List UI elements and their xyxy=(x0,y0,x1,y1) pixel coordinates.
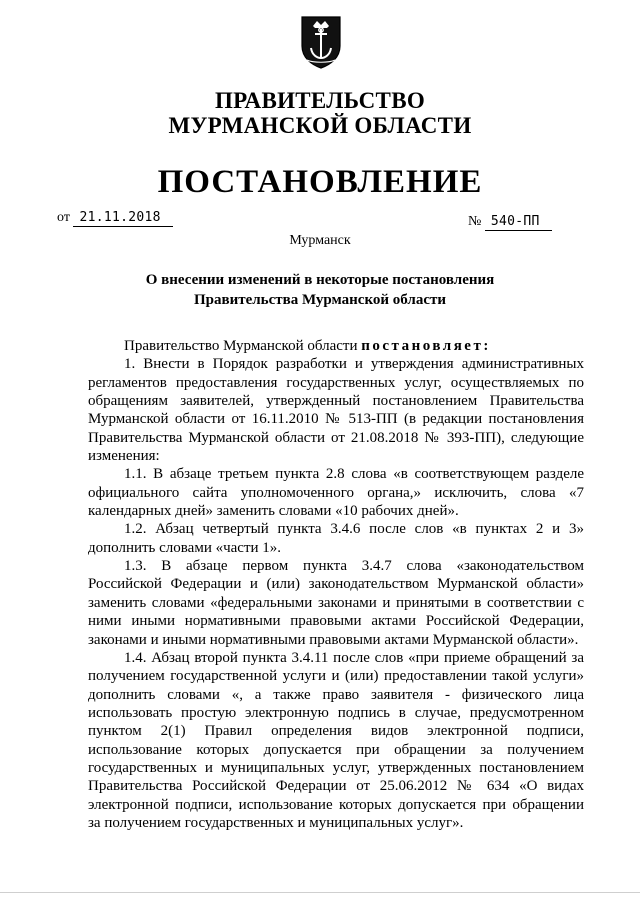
document-type-heading: ПОСТАНОВЛЕНИЕ xyxy=(157,164,483,200)
date-field xyxy=(57,210,173,227)
number-value: 540-ПП xyxy=(490,214,540,229)
city-name: Мурманск xyxy=(289,233,351,248)
number-prefix: № xyxy=(468,214,482,229)
date-value: 21.11.2018 xyxy=(79,210,161,225)
number-field xyxy=(468,214,552,231)
paragraph-1-3: 1.3. В абзаце первом пункта 3.4.7 слова «законодательством Российской Федерации и (или) законодательством Мурманской области» заменить словами «федеральными законами и принятыми в соответствии с ними иными нормативными правовыми актами Российской Федерации, законами и иными нормативными правовыми актами Мурманской области». xyxy=(88,558,584,648)
date-underline xyxy=(73,210,172,227)
document-body xyxy=(88,337,584,832)
paragraph-1-1: 1.1. В абзаце третьем пункта 2.8 слова «в соответствующем разделе официального сайта уполномоченного органа,» исключить, слова «7 календарных дней» заменить словами «10 рабочих дней». xyxy=(88,466,584,520)
paragraph-1-2: 1.2. Абзац четвертый пункта 3.4.6 после слов «в пунктах 2 и 3» дополнить словами «части 1». xyxy=(88,521,584,556)
intro-text: Правительство Мурманской области xyxy=(124,338,362,354)
document-title-line2: Правительства Мурманской области xyxy=(193,292,447,308)
paragraph-1: 1. Внести в Порядок разработки и утверждения административных регламентов предоставления государственных услуг, осуществляемых по обращениям заявителей, утвержденный постановлением Правительства Мурманской области от 16.11.2010 № 513-ПП (в редакции постановления Правительства Мурманской области от 21.08.2018 № 393-ПП), следующие изменения: xyxy=(88,356,584,465)
intro-paragraph xyxy=(88,337,584,355)
government-name-line1: ПРАВИТЕЛЬСТВО xyxy=(214,88,426,113)
document-title-line1: О внесении изменений в некоторые постановления xyxy=(145,272,495,288)
number-underline xyxy=(485,214,552,231)
government-name-line2: МУРМАНСКОЙ ОБЛАСТИ xyxy=(168,113,472,138)
resolves-word: постановляет: xyxy=(361,338,491,354)
coat-of-arms-icon xyxy=(299,14,343,70)
date-prefix: от xyxy=(57,210,70,225)
paragraph-1-4: 1.4. Абзац второй пункта 3.4.11 после слов «при приеме обращений за получением государственной услуги и (или) предоставлении такой услуги» дополнить словами «, а также право заявителя - физического лица использовать простую электронную подпись в случае, предусмотренном пунктом 2(1) Правил определения видов электронной подписи, использование которых допускается при обращении за получением государственных и муниципальных услуг, утвержденных постановлением Правительства Российской Федерации от 25.06.2012 № 634 «О видах электронной подписи, использование которых допускается при обращении за получением государственных и муниципальных услуг». xyxy=(88,649,584,831)
page-bottom-edge xyxy=(0,892,640,893)
